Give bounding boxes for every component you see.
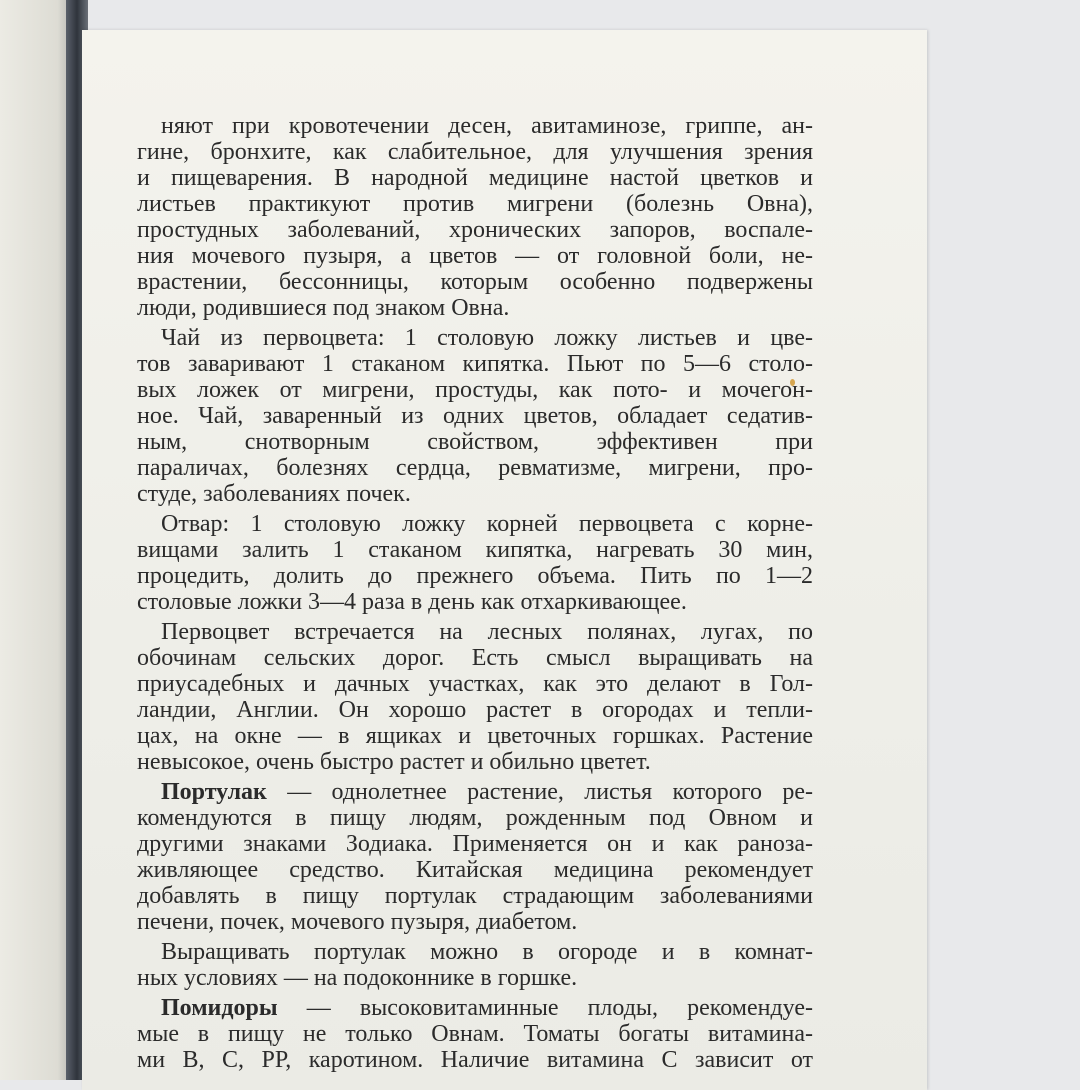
left-page-edge (0, 0, 72, 1080)
text-line (137, 1021, 813, 1047)
text-line (137, 455, 813, 481)
text-line (137, 537, 813, 563)
text-line (137, 723, 813, 749)
line-text: ния мочевого пузыря, а цветов — от головной боли, не- (137, 243, 813, 269)
text-line (137, 965, 813, 991)
line-text: другими знаками Зодиака. Применяется он и как раноза- (137, 831, 813, 857)
paragraph (137, 779, 813, 935)
text-line (137, 217, 813, 243)
text-line (137, 377, 813, 403)
line-text: Выращивать портулак можно в огороде и в комнат- (161, 939, 813, 965)
line-text: вищами залить 1 стаканом кипятка, нагревать 30 мин, (137, 537, 813, 563)
text-line (137, 831, 813, 857)
text-line (137, 779, 813, 805)
text-line (137, 645, 813, 671)
line-text: процедить, долить до прежнего объема. Пить по 1—2 (137, 563, 813, 589)
line-text: живляющее средство. Китайская медицина рекомендует (137, 857, 813, 883)
text-line (137, 619, 813, 645)
line-text: Чай из первоцвета: 1 столовую ложку листьев и цве- (161, 325, 813, 351)
book-page (82, 30, 927, 1090)
line-text: ным, снотворным свойством, эффективен при (137, 429, 813, 455)
text-line (137, 403, 813, 429)
page-text (137, 113, 813, 1077)
line-text: обочинам сельских дорог. Есть смысл выращивать на (137, 645, 813, 671)
text-line (137, 481, 813, 507)
line-text: ных условиях — на подоконнике в горшке. (137, 965, 578, 991)
line-text: вых ложек от мигрени, простуды, как пото- и мочегон- (137, 377, 813, 403)
line-text: няют при кровотечении десен, авитаминозе, гриппе, ан- (161, 113, 813, 139)
text-line (137, 909, 813, 935)
text-line (137, 295, 813, 321)
line-text: комендуются в пищу людям, рожденным под Овном и (137, 805, 813, 831)
bold-term: Помидоры (161, 995, 278, 1021)
line-text: простудных заболеваний, хронических запоров, воспале- (137, 217, 813, 243)
line-text: — однолетнее растение, листья которого ре- (266, 779, 813, 805)
text-line (137, 939, 813, 965)
text-line (137, 351, 813, 377)
line-text: ное. Чай, заваренный из одних цветов, обладает седатив- (137, 403, 813, 429)
paragraph (137, 511, 813, 615)
line-text: приусадебных и дачных участках, как это делают в Гол- (137, 671, 813, 697)
paragraph (137, 939, 813, 991)
line-text: столовые ложки 3—4 раза в день как отхаркивающее. (137, 589, 687, 615)
line-text: ландии, Англии. Он хорошо растет в огородах и тепли- (137, 697, 813, 723)
line-text: гине, бронхите, как слабительное, для улучшения зрения (137, 139, 813, 165)
text-line (137, 511, 813, 537)
paragraph (137, 619, 813, 775)
text-line (137, 429, 813, 455)
line-text: тов заваривают 1 стаканом кипятка. Пьют по 5—6 столо- (137, 351, 813, 377)
line-text: врастении, бессонницы, которым особенно подвержены (137, 269, 813, 295)
line-text: добавлять в пищу портулак страдающим заболеваниями (137, 883, 813, 909)
text-line (137, 563, 813, 589)
text-line (137, 749, 813, 775)
text-line (137, 1047, 813, 1073)
line-text: — высоковитаминные плоды, рекомендуе- (277, 995, 813, 1021)
text-line (137, 243, 813, 269)
line-text: цах, на окне — в ящиках и цветочных горшках. Растение (137, 723, 813, 749)
text-line (137, 671, 813, 697)
line-text: печени, почек, мочевого пузыря, диабетом. (137, 909, 578, 935)
paragraph (137, 995, 813, 1073)
line-text: невысокое, очень быстро растет и обильно цветет. (137, 749, 651, 775)
text-line (137, 697, 813, 723)
line-text: и пищеварения. В народной медицине настой цветков и (137, 165, 813, 191)
text-line (137, 857, 813, 883)
line-text: листьев практикуют против мигрени (болезнь Овна), (137, 191, 813, 217)
line-text: мые в пищу не только Овнам. Томаты богаты витамина- (137, 1021, 813, 1047)
line-text: ми В, С, РР, каротином. Наличие витамина С зависит от (137, 1047, 813, 1073)
paragraph (137, 325, 813, 507)
text-line (137, 269, 813, 295)
bold-term: Портулак (161, 779, 267, 805)
line-text: люди, родившиеся под знаком Овна. (137, 295, 510, 321)
paragraph (137, 113, 813, 321)
text-line (137, 883, 813, 909)
line-text: студе, заболеваниях почек. (137, 481, 411, 507)
text-line (137, 113, 813, 139)
text-line (137, 191, 813, 217)
text-line (137, 165, 813, 191)
text-line (137, 139, 813, 165)
text-line (137, 589, 813, 615)
text-line (137, 325, 813, 351)
line-text: Первоцвет встречается на лесных полянах, лугах, по (161, 619, 813, 645)
line-text: Отвар: 1 столовую ложку корней первоцвета с корне- (161, 511, 813, 537)
text-line (137, 805, 813, 831)
text-line (137, 995, 813, 1021)
line-text: параличах, болезнях сердца, ревматизме, мигрени, про- (137, 455, 813, 481)
